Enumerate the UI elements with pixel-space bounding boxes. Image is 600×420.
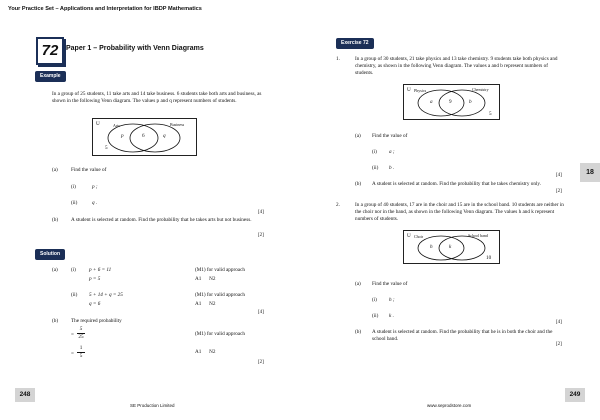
q1b-marks: [2] — [556, 189, 562, 194]
venn-left-label: Physics — [414, 88, 427, 93]
q2a-text: Find the value of — [372, 281, 408, 287]
footer-publisher: SE Production Limited — [130, 403, 175, 408]
venn-right-value: b — [469, 99, 472, 105]
solution-ii-mark1: (M1) for valid approach — [195, 292, 245, 298]
venn-outside-value: 10 — [486, 255, 492, 261]
example-qa-ii-text: q . — [92, 200, 98, 206]
fraction1-denominator: 25 — [78, 334, 84, 341]
example-qb-text: A student is selected at random. Find the probability that he takes arts but not business. — [71, 217, 252, 223]
q1b-label: (b) — [355, 181, 362, 187]
exercise-tag: Exercise 72 — [336, 38, 374, 49]
book-title: Your Practice Set – Applications and Interpretation for IBDP Mathematics — [8, 6, 202, 12]
right-page-number: 249 — [565, 388, 585, 402]
q2b-marks: [2] — [556, 342, 562, 347]
left-page-number: 248 — [15, 388, 35, 402]
venn-middle-value: 6 — [142, 133, 145, 139]
venn-right-value: q — [163, 133, 166, 139]
solution-i-label: (i) — [71, 267, 76, 273]
chapter-side-tab: 18 — [580, 163, 600, 182]
example-qa-ii-label: (ii) — [71, 200, 78, 206]
venn-outside-value: 5 — [105, 145, 108, 151]
q2b-label: (b) — [355, 329, 362, 335]
solution-i-line2: p = 5 — [89, 276, 101, 282]
fraction2-denominator: 5 — [79, 353, 83, 360]
example-qa-i-text: p ; — [92, 184, 98, 190]
q1a-ii-text: b . — [389, 165, 395, 171]
solution-ii-line1: 5 + 14 + q = 25 — [89, 292, 123, 298]
solution-b-marks: [2] — [258, 360, 264, 365]
solution-a-marks: [4] — [258, 310, 264, 315]
solution-b-mark2: A1 N2 — [195, 349, 216, 355]
venn-u-label: U — [407, 233, 411, 239]
solution-i-mark2: A1 N2 — [195, 276, 216, 282]
venn-right-label: Business — [170, 122, 185, 127]
solution-ii-mark2: A1 N2 — [195, 301, 216, 307]
example-qa-marks: [4] — [258, 210, 264, 215]
q1a-text: Find the value of — [372, 133, 408, 139]
solution-b-text: The required probability — [71, 318, 122, 324]
venn-left-label: Arts — [113, 123, 120, 128]
q2a-marks: [4] — [556, 320, 562, 325]
solution-b-label: (b) — [52, 318, 59, 324]
solution-ii-label: (ii) — [71, 292, 78, 298]
q1a-label: (a) — [355, 133, 361, 139]
chapter-number-box: 72 — [36, 37, 64, 65]
q1a-ii-label: (ii) — [372, 165, 379, 171]
q1a-marks: [4] — [556, 173, 562, 178]
chapter-title: Paper 1 – Probability with Venn Diagrams — [66, 45, 204, 52]
q2-number: 2. — [336, 202, 340, 208]
q1-text: In a group of 30 students, 21 take physics and 13 take chemistry. 9 students take both physics and chemistry, as shown in the following Venn diagram. The values a and b represent numbers of students. — [355, 56, 558, 77]
q1b-text: A student is selected at random. Find the probability that he takes chemistry only. — [372, 181, 541, 187]
solution-ii-line2: q = 6 — [89, 301, 101, 307]
venn-u-label: U — [407, 87, 411, 93]
q2a-i-text: h ; — [389, 297, 395, 303]
venn-left-label: Choir — [414, 234, 424, 239]
q2b-text: A student is selected at random. Find the probability that he is in both the choir and the school band. — [372, 329, 553, 343]
venn-u-label: U — [96, 121, 100, 127]
example-qb-marks: [2] — [258, 233, 264, 238]
solution-b-eq1: = — [71, 332, 74, 338]
venn-outside-value: 5 — [489, 111, 492, 117]
q2a-ii-label: (ii) — [372, 313, 379, 319]
solution-a-label: (a) — [52, 267, 58, 273]
solution-b-eq2: = — [71, 351, 74, 357]
fraction2-numerator: 1 — [77, 345, 85, 353]
q2a-ii-text: k . — [389, 313, 394, 319]
q1-number: 1. — [336, 56, 340, 62]
footer-website: www.seprodstore.com — [427, 403, 472, 408]
solution-b-mark1: (M1) for valid approach — [195, 331, 245, 337]
solution-b-fraction1 — [77, 326, 85, 341]
venn-left-value: h — [430, 244, 433, 250]
q2-text: In a group of 40 students, 17 are in the choir and 15 are in the school band. 10 students are neither in the choir nor in the band, as shown in the following Venn diagram. The values h and k represent numbers of students. — [355, 202, 564, 223]
venn-right-label: School band — [468, 233, 488, 238]
solution-i-line1: p + 6 = 11 — [89, 267, 112, 273]
venn-middle-value: 9 — [449, 99, 452, 105]
example-tag: Example — [35, 71, 66, 82]
solution-b-fraction2 — [77, 345, 85, 360]
solution-i-mark1: (M1) for valid approach — [195, 267, 245, 273]
fraction1-numerator: 5 — [77, 326, 85, 334]
example-qb-label: (b) — [52, 217, 59, 223]
q2a-label: (a) — [355, 281, 361, 287]
q2a-i-label: (i) — [372, 297, 377, 303]
example-qa-i-label: (i) — [71, 184, 76, 190]
venn-middle-value: k — [449, 244, 452, 250]
q1a-i-text: a ; — [389, 149, 395, 155]
venn-left-value: a — [430, 99, 433, 105]
q1-venn-diagram — [403, 84, 500, 120]
venn-left-value: p — [121, 133, 124, 139]
venn-right-label: Chemistry — [472, 87, 489, 92]
example-qa-text: Find the value of — [71, 167, 107, 173]
example-venn-diagram — [92, 118, 197, 156]
example-intro: In a group of 25 students, 11 take arts and 14 take business. 6 students take both arts and business, as shown in the following Venn diagram. The values p and q represent numbers of students. — [52, 91, 262, 105]
example-qa-label: (a) — [52, 167, 58, 173]
q2-venn-diagram — [403, 230, 500, 264]
q1a-i-label: (i) — [372, 149, 377, 155]
solution-tag: Solution — [35, 249, 65, 260]
